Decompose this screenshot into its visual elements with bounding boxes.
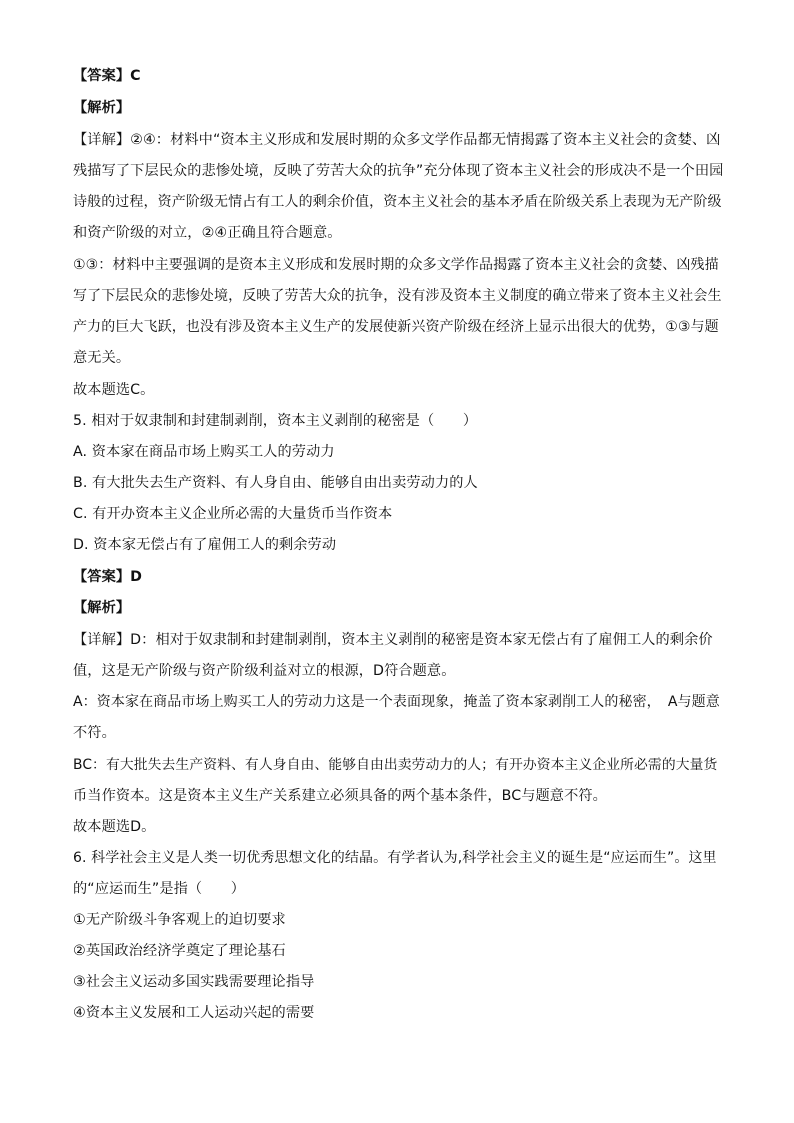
q4-answer-line: 【答案】C [73,68,141,84]
q5-detail-line: 币当作资本。这是资本主义生产关系建立必须具备的两个基本条件，BC与题意不符。 [73,788,607,804]
q5-detail-line: 【详解】D：相对于奴隶制和封建制剥削，资本主义剥削的秘密是资本家无偿占有了雇佣工人的剩余价 [73,632,713,648]
q5-detail-line: 不符。 [73,725,116,741]
q4-detail-line: 残描写了下层民众的悲惨处境，反映了劳苦大众的抗争”充分体现了资本主义社会的形成决不是一个田园 [73,163,724,179]
q4-analysis-heading: 【解析】 [73,100,131,116]
q6-item-2: ②英国政治经济学奠定了理论基石 [73,943,286,959]
q6-stem-line: 的“应运而生”是指（ ） [73,881,246,897]
q4-detail-line: 诗般的过程，资产阶级无情占有工人的剩余价值，资本主义社会的基本矛盾在阶级关系上表现为无产阶级 [73,194,722,210]
q5-stem: 5. 相对于奴隶制和封建制剥削，资本主义剥削的秘密是（ ） [73,413,478,429]
q5-conclusion: 故本题选D。 [73,819,156,835]
q4-detail-line: 写了下层民众的悲惨处境，反映了劳苦大众的抗争，没有涉及资本主义制度的确立带来了资本主义社会生 [73,288,722,304]
q6-item-4: ④资本主义发展和工人运动兴起的需要 [73,1005,315,1021]
q4-detail-line: 和资产阶级的对立，②④正确且符合题意。 [73,225,342,241]
q5-option-d: D. 资本家无偿占有了雇佣工人的剩余劳动 [73,537,337,553]
q5-option-a: A. 资本家在商品市场上购买工人的劳动力 [73,444,335,460]
q6-item-1: ①无产阶级斗争客观上的迫切要求 [73,912,286,928]
q6-item-3: ③社会主义运动多国实践需要理论指导 [73,974,315,990]
q5-option-c: C. 有开办资本主义企业所必需的大量货币当作资本 [73,506,393,522]
q4-detail-line: ①③：材料中主要强调的是资本主义形成和发展时期的众多文学作品揭露了资本主义社会的贪婪、凶残描 [73,257,719,273]
q4-detail-line: 产力的巨大飞跃，也没有涉及资本主义生产的发展使新兴资产阶级在经济上显示出很大的优势，①③与题 [73,319,719,335]
q5-detail-line: 值，这是无产阶级与资产阶级利益对立的根源，D符合题意。 [73,663,456,679]
q6-stem-line: 6. 科学社会主义是人类一切优秀思想文化的结晶。有学者认为,科学社会主义的诞生是“应运而生”。这里 [73,850,717,866]
q5-answer-line: 【答案】D [73,569,143,585]
q5-detail-line: A：资本家在商品市场上购买工人的劳动力这是一个表面现象，掩盖了资本家剥削工人的秘密， A与题意 [73,694,720,710]
q4-detail-line: 【详解】②④：材料中“资本主义形成和发展时期的众多文学作品都无情揭露了资本主义社会的贪婪、凶 [73,132,721,148]
q5-option-b: B. 有大批失去生产资料、有人身自由、能够自由出卖劳动力的人 [73,475,478,491]
q4-detail-line: 意无关。 [73,350,131,366]
q5-analysis-heading: 【解析】 [73,600,131,616]
q5-detail-line: BC：有大批失去生产资料、有人身自由、能够自由出卖劳动力的人；有开办资本主义企业所必需的大量货 [73,757,718,773]
q4-conclusion: 故本题选C。 [73,382,155,398]
